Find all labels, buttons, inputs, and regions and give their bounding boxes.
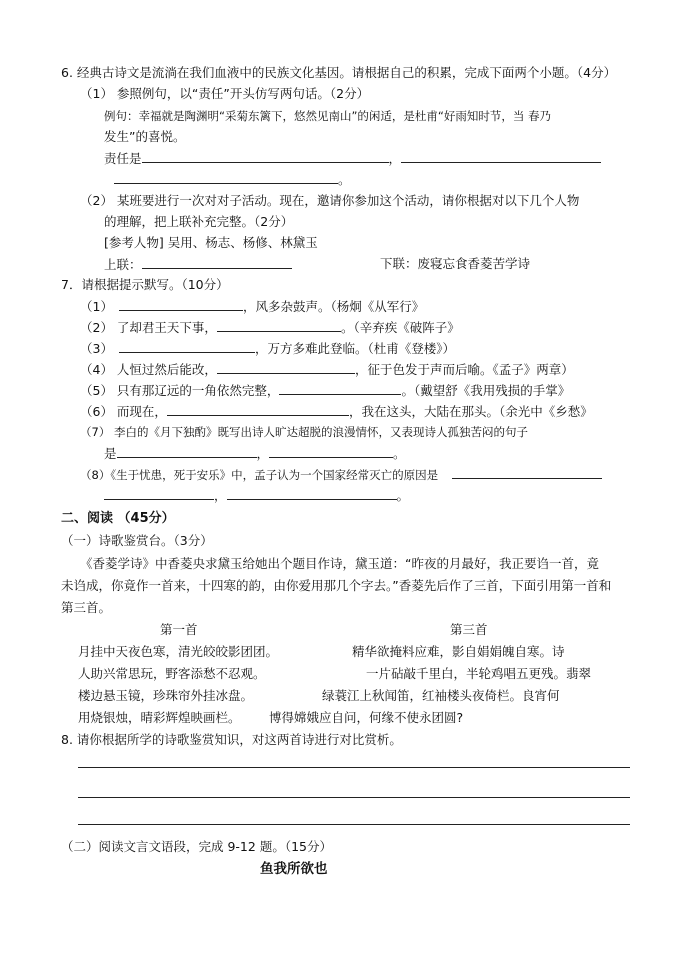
q7-item-3 bbox=[80, 339, 455, 358]
q7-item-8-line2 bbox=[104, 486, 409, 505]
q7-item-6 bbox=[80, 402, 593, 421]
answer-blank[interactable] bbox=[114, 170, 338, 184]
answer-blank[interactable] bbox=[279, 381, 401, 395]
period: 。 bbox=[338, 172, 351, 187]
q8-stem: 8. 请你根据所学的诗歌鉴赏知识，对这两首诗进行对比赏析。 bbox=[61, 732, 402, 747]
q7-item-2 bbox=[80, 318, 460, 337]
item-tail: 。（辛弃疾《破阵子》 bbox=[340, 320, 460, 335]
item-text: （4） 人恒过然后能改， bbox=[80, 362, 217, 377]
item-text: （6） 而现在， bbox=[80, 404, 167, 419]
classical-subsection-title: （二）阅读文言文语段，完成 9-12 题。（15分） bbox=[61, 839, 332, 854]
answer-blank[interactable] bbox=[217, 318, 341, 332]
answer-line[interactable] bbox=[78, 767, 630, 768]
answer-blank[interactable] bbox=[217, 360, 355, 374]
answer-blank[interactable] bbox=[269, 444, 393, 458]
q6-shanglian bbox=[104, 255, 292, 274]
period: 。 bbox=[393, 446, 406, 461]
q6-example-line2: 发生”的喜悦。 bbox=[104, 129, 186, 144]
q6-reference-people: [参考人物] 吴用、杨志、杨修、林黛玉 bbox=[104, 235, 318, 250]
answer-blank[interactable] bbox=[227, 486, 397, 500]
poem1-title: 第一首 bbox=[160, 622, 198, 637]
period: 。 bbox=[396, 488, 410, 503]
intro-line1: 《香菱学诗》中香菱央求黛玉给她出个题目作诗，黛玉道：“昨夜的月最好，我正要诌一首，竟 bbox=[80, 556, 599, 571]
q7-item-4 bbox=[80, 360, 574, 379]
poetry-subsection-title: （一）诗歌鉴赏台。（3分） bbox=[61, 533, 213, 548]
q7-item-7-line1: （7） 李白的《月下独酌》既写出诗人旷达超脱的浪漫情怀，又表现诗人孤独苦闷的句子 bbox=[80, 425, 528, 439]
item-number: （3） bbox=[80, 341, 113, 356]
q7-item-1 bbox=[80, 297, 424, 316]
intro-line3: 第三首。 bbox=[61, 600, 112, 615]
answer-blank[interactable] bbox=[104, 486, 214, 500]
q6-response-line2 bbox=[114, 170, 351, 189]
answer-line[interactable] bbox=[78, 797, 630, 798]
answer-blank[interactable] bbox=[142, 255, 292, 269]
answer-blank[interactable] bbox=[167, 402, 349, 416]
q6-part2-line2: 的理解，把上联补充完整。（2分） bbox=[104, 214, 294, 229]
answer-blank[interactable] bbox=[119, 297, 243, 311]
answer-blank[interactable] bbox=[452, 465, 602, 479]
answer-blank[interactable] bbox=[401, 149, 601, 163]
q6-xialian: 下联：废寝忘食香菱苦学诗 bbox=[380, 256, 531, 271]
answer-blank[interactable] bbox=[117, 444, 257, 458]
poem3-line: 精华欲掩料应难，影自娟娟魄自寒。诗 bbox=[352, 644, 565, 659]
q7-item-5 bbox=[80, 381, 570, 400]
q6-stem: 6. 经典古诗文是流淌在我们血液中的民族文化基因。请根据自己的积累，完成下面两个小题。（4分） bbox=[61, 65, 617, 80]
shanglian-label: 上联： bbox=[104, 257, 142, 272]
answer-line[interactable] bbox=[78, 824, 630, 825]
poem3-title: 第三首 bbox=[450, 622, 488, 637]
item-text: ，风多杂鼓声。（杨炯《从军行》 bbox=[242, 299, 425, 314]
item-text: （5） 只有那辽远的一角依然完整， bbox=[80, 383, 280, 398]
q6-part2-line1: （2） 某班要进行一次对对子活动。现在，邀请你参加这个活动，请你根据对以下几个人物 bbox=[80, 193, 580, 208]
poem3-line: 绿蓑江上秋闻笛，红袖楼头夜倚栏。良宵何 bbox=[322, 688, 560, 703]
comma: ， bbox=[214, 488, 227, 503]
poem1-line: 人助兴常思玩，野客添愁不忍观。 bbox=[78, 666, 266, 681]
poem3-line: 一片砧敲千里白，半轮鸡唱五更残。翡翠 bbox=[366, 666, 592, 681]
q6-response-line1 bbox=[104, 149, 601, 168]
comma: ， bbox=[256, 446, 270, 461]
item-tail: ，我在这头，大陆在那头。（余光中《乡愁》 bbox=[348, 404, 593, 419]
q7-item-7-line2 bbox=[104, 444, 406, 463]
q7-stem: 7．请根据提示默写。（10分） bbox=[61, 277, 229, 292]
q6-part1: （1） 参照例句，以“责任”开头仿写两句话。（2分） bbox=[80, 86, 370, 101]
answer-blank[interactable] bbox=[119, 339, 255, 353]
item-text: ，万方多难此登临。（杜甫《登楼》） bbox=[254, 341, 455, 356]
item-text: （2） 了却君王天下事， bbox=[80, 320, 217, 335]
item-number: （1） bbox=[80, 299, 113, 314]
q6-example-line1: 例句：幸福就是陶渊明“采菊东篱下，悠然见南山”的闲适，是杜甫“好雨知时节，当 春乃 bbox=[104, 109, 552, 123]
response-prefix: 责任是 bbox=[104, 151, 142, 166]
answer-blank[interactable] bbox=[142, 149, 389, 163]
poem1-line: 用烧银烛，晴彩辉煌映画栏。 bbox=[78, 710, 241, 725]
item-tail: ，征于色发于声而后喻。《孟子》两章） bbox=[354, 362, 574, 377]
poem1-line: 月挂中天夜色寒，清光皎皎影团团。 bbox=[78, 644, 279, 659]
poem3-line: 博得嫦娥应自问，何缘不使永团圆? bbox=[269, 710, 464, 725]
item-text: （8）《生于忧患，死于安乐》中，孟子认为一个国家经常灭亡的原因是 bbox=[80, 468, 439, 482]
passage-title: 鱼我所欲也 bbox=[260, 861, 328, 877]
poem1-line: 楼边悬玉镜，珍珠帘外挂冰盘。 bbox=[78, 688, 254, 703]
comma: ， bbox=[388, 151, 402, 166]
intro-line2: 未诌成，你竟作一首来，十四寒的韵，由你爱用那几个字去。”香菱先后作了三首，下面引用第一首和 bbox=[61, 578, 612, 593]
q7-item-8-line1 bbox=[80, 465, 602, 484]
item-prefix: 是 bbox=[104, 446, 117, 461]
section2-title: 二、阅读 （45分） bbox=[61, 511, 175, 526]
item-tail: 。（戴望舒《我用残损的手掌》 bbox=[401, 383, 571, 398]
